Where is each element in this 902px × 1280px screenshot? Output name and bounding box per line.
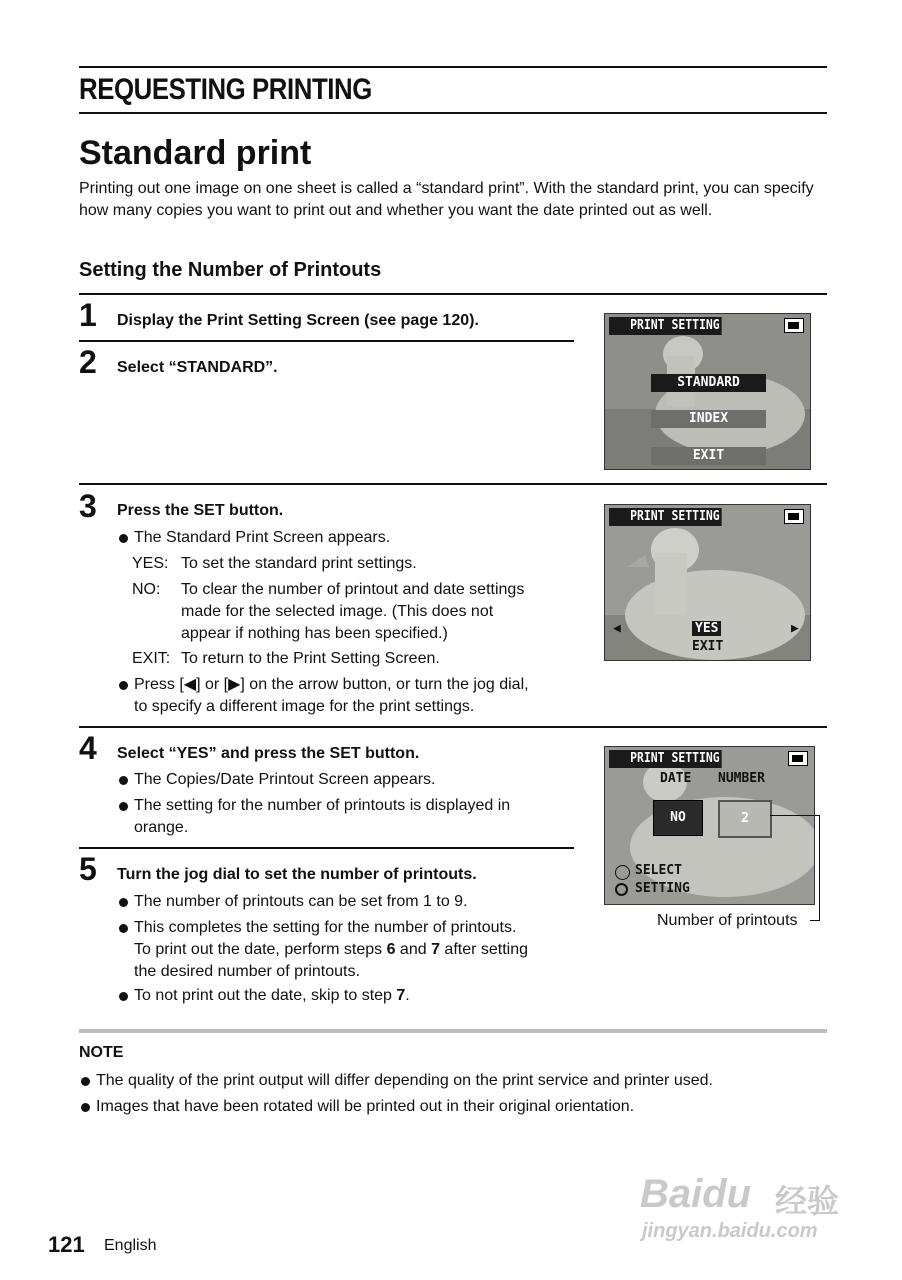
subheading: Setting the Number of Printouts bbox=[79, 259, 382, 281]
callout-label: Number of printouts bbox=[657, 912, 798, 929]
option-exit[interactable]: EXIT bbox=[692, 639, 724, 654]
top-rule bbox=[79, 66, 827, 68]
section-title: REQUESTING PRINTING bbox=[79, 73, 372, 106]
bullet-text-line2: to specify a different image for the print settings. bbox=[134, 698, 475, 715]
step-1-number: 1 bbox=[79, 297, 97, 333]
jog-dial-icon bbox=[615, 865, 630, 880]
note-heading: NOTE bbox=[79, 1044, 124, 1061]
screen-title: PRINT SETTING bbox=[609, 317, 721, 335]
memory-card-icon bbox=[784, 318, 804, 333]
left-arrow-icon[interactable]: ◀ bbox=[613, 621, 621, 636]
print-setting-screen bbox=[604, 313, 811, 470]
select-label: SELECT bbox=[635, 863, 682, 878]
bullet-text-line1: Press [◀] or [▶] on the arrow button, or turn the jog dial, bbox=[134, 676, 529, 693]
note-text: The quality of the print output will differ depending on the print service and printer used. bbox=[96, 1072, 713, 1089]
copies-date-screen bbox=[604, 746, 815, 905]
memory-card-icon bbox=[788, 751, 808, 766]
step-5-title: Turn the jog dial to set the number of printouts. bbox=[117, 866, 477, 883]
watermark-cn: 经验 bbox=[775, 1183, 840, 1219]
footer-language: English bbox=[104, 1237, 157, 1254]
step-5-number: 5 bbox=[79, 851, 97, 887]
subheading-rule bbox=[79, 293, 827, 295]
def-desc-no-line1: To clear the number of printout and date settings bbox=[181, 581, 525, 598]
def-desc-yes: To set the standard print settings. bbox=[181, 555, 417, 572]
step-divider bbox=[79, 483, 827, 485]
step-3-title: Press the SET button. bbox=[117, 502, 284, 519]
step-2-title: Select “STANDARD”. bbox=[117, 359, 278, 376]
page-heading: Standard print bbox=[79, 134, 312, 172]
def-term-no: NO: bbox=[132, 581, 161, 598]
def-desc-no-line3: appear if nothing has been specified.) bbox=[181, 625, 448, 642]
watermark-brand: Baidu bbox=[640, 1172, 752, 1216]
callout-line bbox=[770, 815, 820, 816]
note-text: Images that have been rotated will be printed out in their original orientation. bbox=[96, 1098, 635, 1115]
note-item bbox=[79, 1096, 634, 1118]
def-term-exit: EXIT: bbox=[132, 650, 171, 667]
callout-line bbox=[819, 815, 820, 921]
bullet-text: The number of printouts can be set from 1 to 9. bbox=[134, 893, 468, 910]
bullet-text: The Copies/Date Printout Screen appears. bbox=[134, 771, 436, 788]
memory-card-icon bbox=[784, 509, 804, 524]
option-standard[interactable]: STANDARD bbox=[651, 374, 766, 392]
step-2-number: 2 bbox=[79, 344, 97, 380]
def-desc-no-line2: made for the selected image. (This does not bbox=[181, 603, 494, 620]
step-divider bbox=[79, 847, 574, 849]
def-desc-exit: To return to the Print Setting Screen. bbox=[181, 650, 440, 667]
setting-label: SETTING bbox=[635, 881, 690, 896]
bullet-text-line2: orange. bbox=[134, 819, 189, 836]
note-item bbox=[79, 1070, 713, 1092]
callout-line bbox=[810, 920, 820, 921]
step-4-bullet-1 bbox=[117, 769, 436, 791]
standard-print-screen bbox=[604, 504, 811, 661]
note-rule bbox=[79, 1029, 827, 1033]
screen-title: PRINT SETTING bbox=[609, 750, 721, 768]
option-yes[interactable]: YES bbox=[692, 621, 721, 636]
step-divider bbox=[79, 726, 827, 728]
step-5-bullet-1 bbox=[117, 891, 468, 913]
page-number: 121 bbox=[48, 1232, 85, 1257]
option-index[interactable]: INDEX bbox=[651, 410, 766, 428]
screen-title: PRINT SETTING bbox=[609, 508, 721, 526]
step-4-number: 4 bbox=[79, 730, 97, 766]
watermark-url: jingyan.baidu.com bbox=[642, 1220, 818, 1242]
bullet-text-line2: To print out the date, perform steps 6 and 7 after setting bbox=[134, 941, 529, 958]
section-rule bbox=[79, 112, 827, 114]
bullet-text-line3: the desired number of printouts. bbox=[134, 963, 360, 980]
step-4-title: Select “YES” and press the SET button. bbox=[117, 745, 420, 762]
step-divider bbox=[79, 340, 574, 342]
bullet-text-line1: The setting for the number of printouts is displayed in bbox=[134, 797, 511, 814]
def-term-yes: YES: bbox=[132, 555, 169, 572]
date-label: DATE bbox=[660, 771, 692, 786]
step-5-bullet-2 bbox=[117, 917, 528, 983]
right-arrow-icon[interactable]: ▶ bbox=[791, 621, 799, 636]
step-1-title: Display the Print Setting Screen (see page 120). bbox=[117, 312, 479, 329]
step-5-bullet-3 bbox=[117, 985, 410, 1007]
number-value[interactable]: 2 bbox=[718, 800, 772, 838]
intro-paragraph: Printing out one image on one sheet is called a “standard print”. With the standard print, you can specify how many copies you want to print out and whether you want the date printed out as well. bbox=[79, 180, 814, 219]
step-3-number: 3 bbox=[79, 488, 97, 524]
step-3-bullet-2 bbox=[117, 674, 529, 718]
option-exit[interactable]: EXIT bbox=[651, 447, 766, 465]
date-value[interactable]: NO bbox=[653, 800, 703, 836]
bullet-text-line1: This completes the setting for the number of printouts. bbox=[134, 919, 517, 936]
set-button-icon bbox=[615, 883, 628, 896]
number-label: NUMBER bbox=[718, 771, 765, 786]
step-3-bullet-1 bbox=[117, 527, 390, 549]
step-4-bullet-2 bbox=[117, 795, 510, 839]
duck-photo bbox=[605, 505, 810, 660]
bullet-text: To not print out the date, skip to step 7. bbox=[134, 987, 410, 1004]
bullet-text: The Standard Print Screen appears. bbox=[134, 529, 391, 546]
